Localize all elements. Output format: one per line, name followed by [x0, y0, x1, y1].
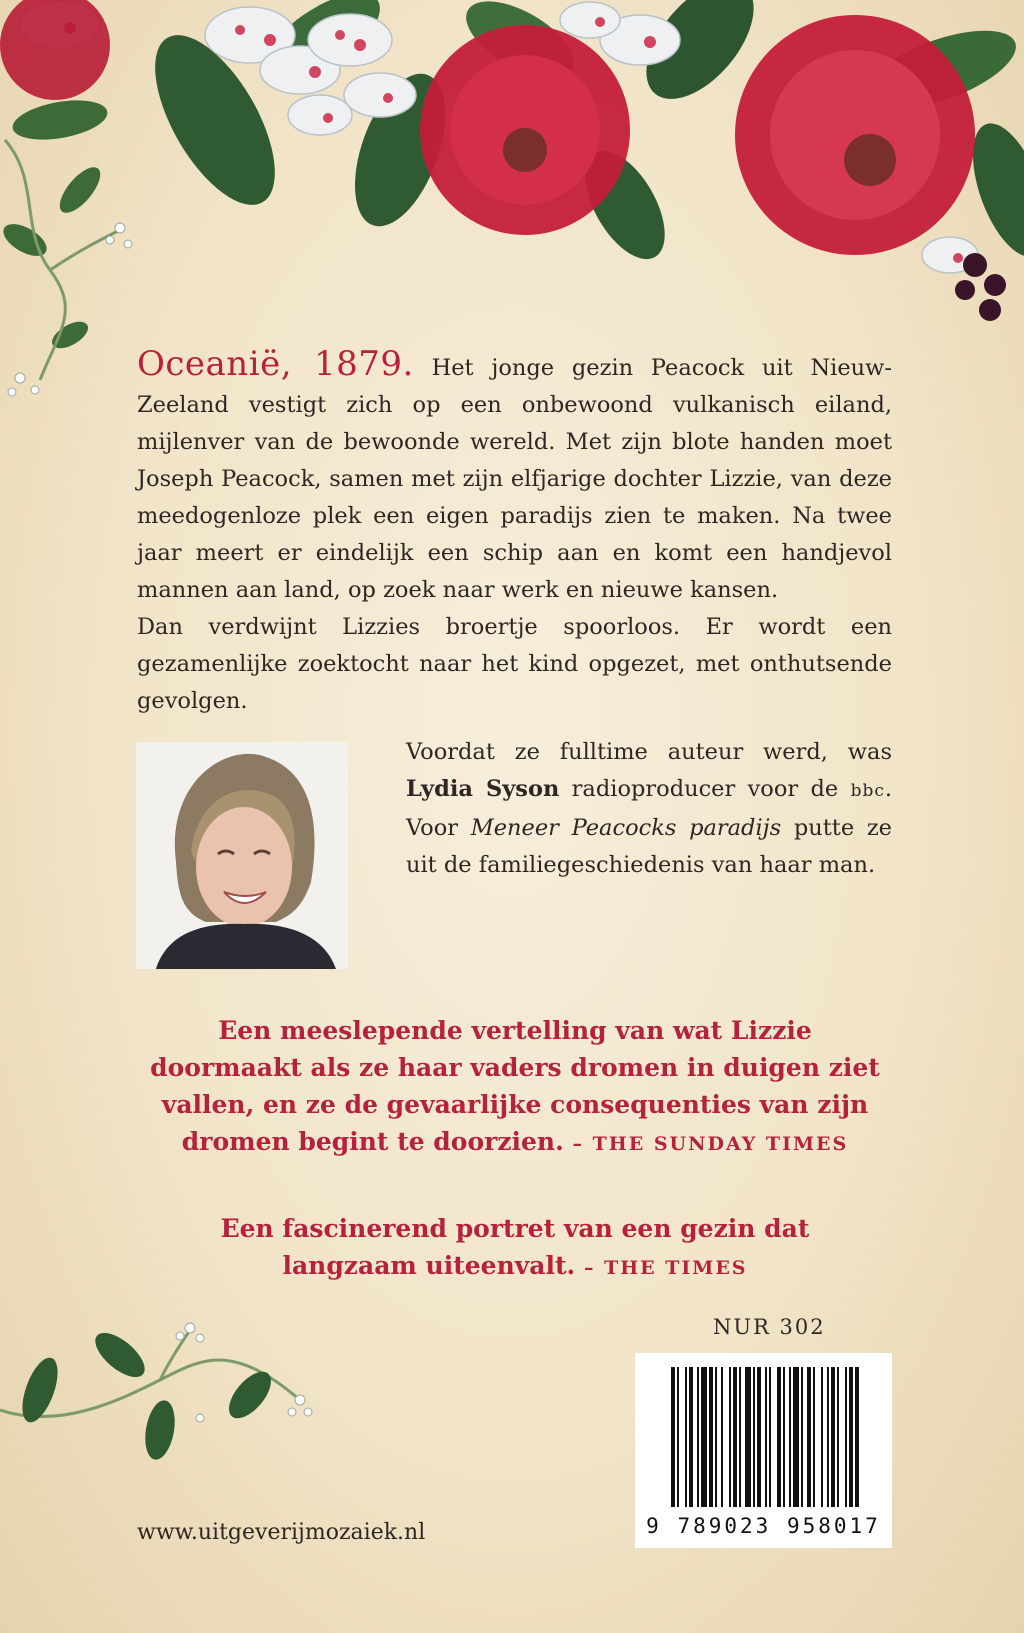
- barcode-bar: [721, 1367, 723, 1507]
- barcode-bar: [709, 1367, 713, 1507]
- review-quote: [150, 1012, 880, 1163]
- barcode-bar: [739, 1367, 741, 1507]
- author-bio-voor: . Voor: [406, 776, 893, 841]
- barcode-bar: [757, 1367, 761, 1507]
- barcode-bar: [715, 1367, 717, 1507]
- barcode-bar: [777, 1367, 781, 1507]
- synopsis-paragraph-2: Dan verdwijnt Lizzies broertje spoorloos. Er wordt een gezamenlijke zoektocht naar het kind opgezet, met onthutsende gevolgen.: [137, 614, 892, 714]
- barcode-bar: [729, 1367, 731, 1507]
- barcode-bar: [837, 1367, 839, 1507]
- barcode-bar: [849, 1367, 853, 1507]
- review-quote-text: Een fascinerend portret van een gezin dat langzaam uiteenvalt.: [220, 1214, 810, 1280]
- review-quote-text: Een meeslepende vertelling van wat Lizzie doormaakt als ze haar vaders dromen in duigen ziet vallen, en ze de gevaarlijke consequenties van zijn dromen begint te doorzien.: [150, 1016, 880, 1156]
- barcode-bar: [745, 1367, 751, 1507]
- barcode-bars: [635, 1353, 892, 1518]
- review-quote-source: – THE SUNDAY TIMES: [572, 1133, 849, 1155]
- barcode-bar: [753, 1367, 755, 1507]
- author-bio: [406, 734, 892, 884]
- author-photo: [136, 742, 348, 969]
- review-quote: [150, 1210, 880, 1287]
- barcode: [635, 1353, 892, 1548]
- barcode-bar: [783, 1367, 785, 1507]
- nur-code: NUR 302: [713, 1315, 826, 1339]
- barcode-bar: [677, 1367, 679, 1507]
- book-title: Meneer Peacocks paradijs: [470, 815, 782, 841]
- barcode-bar: [689, 1367, 693, 1507]
- barcode-bar: [855, 1367, 859, 1507]
- barcode-bar: [733, 1367, 737, 1507]
- barcode-bar: [807, 1367, 811, 1507]
- floral-illustration-top: [0, 0, 1024, 400]
- barcode-bar: [769, 1367, 771, 1507]
- barcode-bar: [827, 1367, 829, 1507]
- barcode-bar: [801, 1367, 803, 1507]
- synopsis: [137, 346, 892, 720]
- barcode-bar: [845, 1367, 847, 1507]
- barcode-bar: [821, 1367, 823, 1507]
- publisher-website[interactable]: www.uitgeverijmozaiek.nl: [137, 1520, 426, 1545]
- barcode-bar: [701, 1367, 707, 1507]
- author-bio-mid: radioproducer voor de: [571, 776, 839, 802]
- barcode-bar: [789, 1367, 791, 1507]
- barcode-bar: [831, 1367, 835, 1507]
- author-name: Lydia Syson: [406, 776, 560, 802]
- isbn-number: 9 789023 958017: [646, 1514, 881, 1538]
- barcode-bar: [813, 1367, 815, 1507]
- author-bio-end: putte ze uit de familiegeschiedenis van haar man.: [406, 815, 892, 878]
- barcode-bar: [765, 1367, 767, 1507]
- barcode-bar: [685, 1367, 687, 1507]
- author-bio-intro: Voordat ze fulltime auteur werd, was: [406, 739, 892, 765]
- barcode-bar: [793, 1367, 799, 1507]
- barcode-bar: [671, 1367, 675, 1507]
- barcode-bar: [697, 1367, 699, 1507]
- review-quote-source: – THE TIMES: [583, 1257, 748, 1279]
- author-employer: bbc: [850, 781, 885, 801]
- synopsis-lead: Oceanië, 1879.: [137, 344, 414, 384]
- synopsis-paragraph-1: Het jonge gezin Peacock uit Nieuw-Zeeland vestigt zich op een onbewoond vulkanisch eiland, mijlenver van de bewoonde wereld. Met zijn blote handen moet Joseph Peacock, samen met zijn elfjarige dochter Lizzie, van deze meedogenloze plek een eigen paradijs zien te maken. Na twee jaar meert er eindelijk een schip aan en komt een handjevol mannen aan land, op zoek naar werk en nieuwe kansen.: [137, 355, 893, 603]
